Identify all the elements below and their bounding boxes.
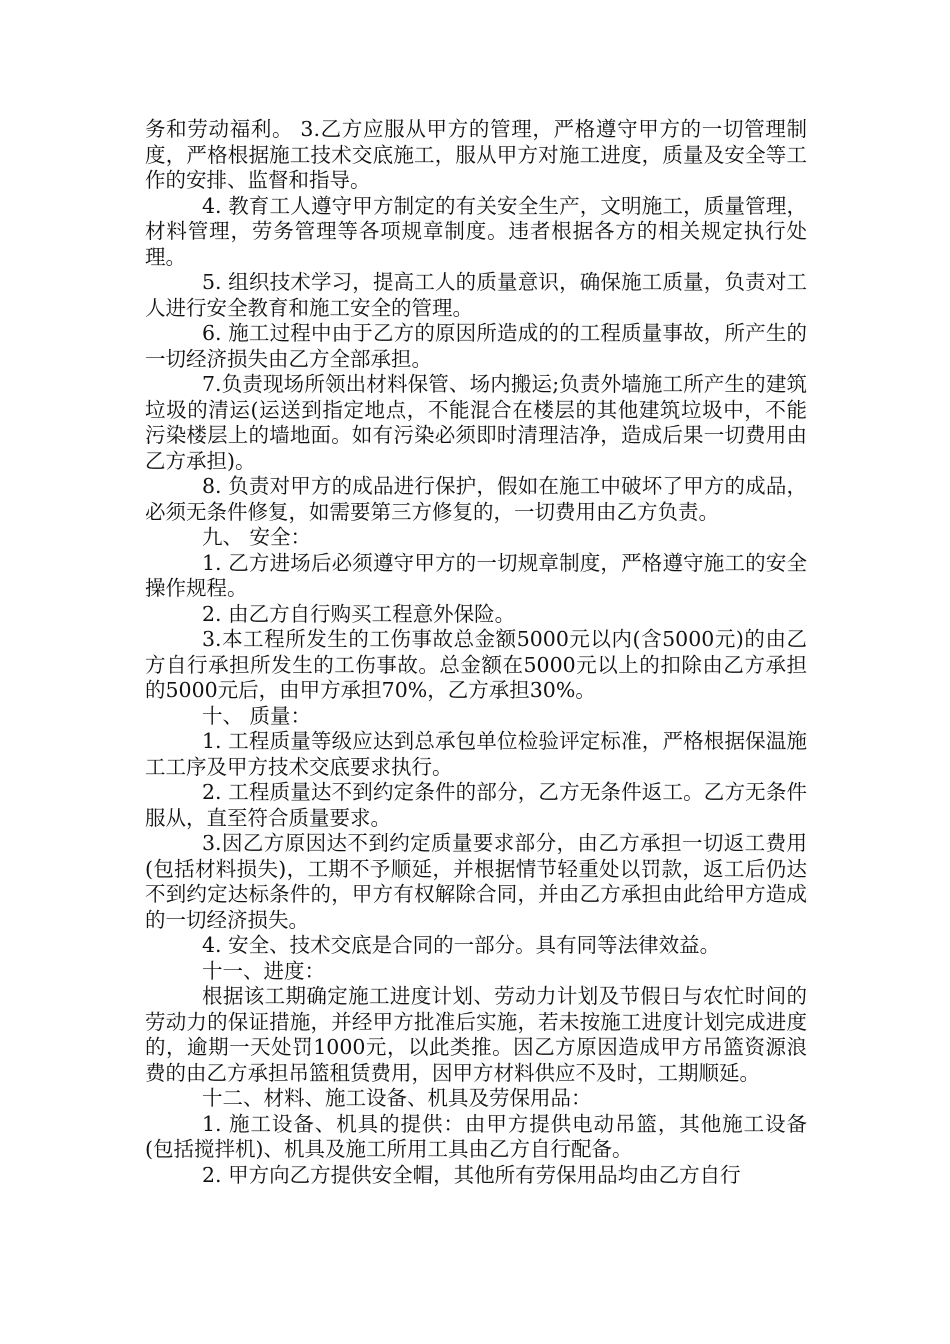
paragraph: 8. 负责对甲方的成品进行保护，假如在施工中破坏了甲方的成品，必须无条件修复，如需要第三方修复的，一切费用由乙方负责。 (145, 474, 807, 524)
paragraph: 1. 工程质量等级应达到总承包单位检验评定标准，严格根据保温施工工序及甲方技术交底要求执行。 (145, 729, 807, 779)
paragraph: 2. 甲方向乙方提供安全帽，其他所有劳保用品均由乙方自行 (202, 1162, 741, 1187)
paragraph: 1. 乙方进场后必须遵守甲方的一切规章制度，严格遵守施工的安全操作规程。 (145, 550, 807, 600)
paragraph: 7.负责现场所领出材料保管、场内搬运;负责外墙施工所产生的建筑垃圾的清运(运送到指定地点，不能混合在楼层的其他建筑垃圾中，不能污染楼层上的墙地面。如有污染必须即时清理洁净，造成后果一切费用由乙方承担)。 (145, 372, 807, 473)
paragraph: 根据该工期确定施工进度计划、劳动力计划及节假日与农忙时间的劳动力的保证措施，并经甲方批准后实施，若未按施工进度计划完成进度的，逾期一天处罚1000元，以此类推。因乙方原因造成甲方吊篮资源浪费的由乙方承担吊篮租赁费用，因甲方材料供应不及时，工期顺延。 (145, 984, 807, 1085)
section-heading: 十二、材料、施工设备、机具及劳保用品： (202, 1086, 592, 1110)
paragraph: 2. 工程质量达不到约定条件的部分，乙方无条件返工。乙方无条件服从，直至符合质量要求。 (145, 780, 807, 830)
section-heading: 十、 质量： (202, 703, 312, 728)
paragraph: 3.因乙方原因达不到约定质量要求部分，由乙方承担一切返工费用(包括材料损失)，工期不予顺延，并根据情节轻重处以罚款，返工后仍达不到约定达标条件的，甲方有权解除合同，并由乙方承担由此给甲方造成的一切经济损失。 (145, 831, 807, 932)
section-heading: 九、 安全： (202, 525, 312, 549)
paragraph: 3.本工程所发生的工伤事故总金额5000元以内(含5000元)的由乙方自行承担所发生的工伤事故。总金额在5000元以上的扣除由乙方承担的5000元后，由甲方承担70%，乙方承担30%。 (145, 627, 807, 702)
paragraph: 6. 施工过程中由于乙方的原因所造成的的工程质量事故，所产生的一切经济损失由乙方全部承担。 (145, 321, 807, 371)
paragraph: 1. 施工设备、机具的提供：由甲方提供电动吊篮，其他施工设备(包括搅拌机)、机具及施工所用工具由乙方自行配备。 (145, 1111, 807, 1161)
paragraph: 务和劳动福利。 3.乙方应服从甲方的管理，严格遵守甲方的一切管理制度，严格根据施工技术交底施工，服从甲方对施工进度，质量及安全等工作的安排、监督和指导。 (145, 117, 807, 192)
paragraph: 4. 安全、技术交底是合同的一部分。具有同等法律效益。 (202, 933, 721, 957)
paragraph: 2. 由乙方自行购买工程意外保险。 (202, 601, 516, 626)
section-heading: 十一、进度： (202, 958, 325, 983)
paragraph: 5. 组织技术学习，提高工人的质量意识，确保施工质量，负责对工人进行安全教育和施工安全的管理。 (145, 270, 807, 320)
paragraph: 4. 教育工人遵守甲方制定的有关安全生产，文明施工，质量管理，材料管理，劳务管理等各项规章制度。违者根据各方的相关规定执行处理。 (145, 193, 807, 269)
document-page (145, 117, 807, 1188)
